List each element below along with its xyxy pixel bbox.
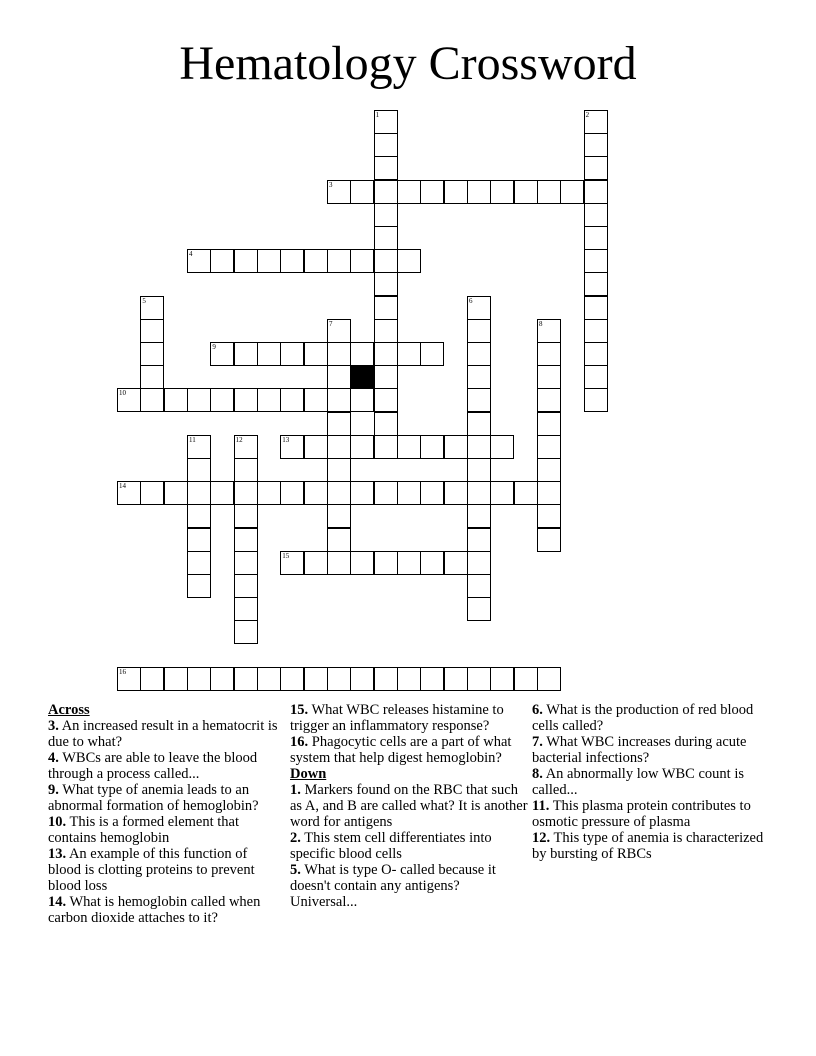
grid-cell[interactable]	[327, 342, 351, 366]
clue-number: 7	[328, 319, 333, 328]
grid-cell[interactable]	[234, 249, 258, 273]
clue-down-8[interactable]: 8. An abnormally low WBC count is called...	[532, 766, 744, 798]
clue-across-16[interactable]: 16. Phagocytic cells are a part of what system that help digest hemoglobin?	[290, 734, 512, 766]
grid-cell[interactable]	[280, 342, 304, 366]
grid-cell[interactable]	[187, 388, 211, 412]
grid-cell[interactable]	[164, 481, 188, 505]
grid-cell[interactable]	[280, 551, 304, 575]
grid-cell[interactable]	[187, 249, 211, 273]
grid-cell[interactable]	[537, 412, 561, 436]
clue-down-2[interactable]: 2. This stem cell differentiates into specific blood cells	[290, 830, 492, 862]
grid-cell[interactable]	[584, 365, 608, 389]
grid-cell[interactable]	[444, 180, 468, 204]
clue-number: 14	[119, 482, 126, 491]
grid-cell[interactable]	[467, 365, 491, 389]
grid-cell[interactable]	[210, 388, 234, 412]
grid-cell[interactable]	[467, 180, 491, 204]
grid-cell[interactable]	[467, 504, 491, 528]
grid-cell[interactable]	[467, 574, 491, 598]
grid-cell[interactable]	[327, 388, 351, 412]
grid-cell[interactable]	[514, 667, 538, 691]
grid-cell[interactable]	[584, 133, 608, 157]
grid-cell[interactable]	[490, 481, 514, 505]
grid-cell[interactable]	[397, 435, 421, 459]
grid-cell[interactable]	[280, 481, 304, 505]
grid-cell[interactable]	[304, 551, 328, 575]
grid-cell[interactable]	[327, 365, 351, 389]
clue-number: 8	[538, 319, 543, 328]
grid-cell[interactable]	[327, 481, 351, 505]
grid-cell[interactable]	[537, 667, 561, 691]
clue-down-12[interactable]: 12. This type of anemia is characterized by bursting of RBCs	[532, 830, 764, 862]
grid-cell[interactable]	[420, 481, 444, 505]
grid-cell[interactable]	[467, 458, 491, 482]
grid-cell[interactable]	[444, 667, 468, 691]
grid-cell[interactable]	[584, 203, 608, 227]
grid-cell[interactable]	[374, 481, 398, 505]
grid-cell[interactable]	[467, 296, 491, 320]
grid-cell[interactable]	[187, 481, 211, 505]
clue-number: 13	[282, 435, 290, 444]
grid-cell[interactable]	[397, 249, 421, 273]
grid-cell[interactable]	[234, 388, 258, 412]
grid-cell[interactable]	[397, 481, 421, 505]
clues-column-1	[48, 702, 283, 926]
grid-cell[interactable]	[490, 667, 514, 691]
grid-cell[interactable]	[397, 551, 421, 575]
page-title: Hematology Crossword	[179, 37, 637, 90]
grid-cell[interactable]	[584, 319, 608, 343]
grid-cell[interactable]	[234, 481, 258, 505]
grid-cell[interactable]	[280, 667, 304, 691]
clue-down-6[interactable]: 6. What is the production of red blood cells called?	[532, 702, 754, 734]
grid-cell[interactable]	[537, 388, 561, 412]
grid-cell[interactable]	[467, 528, 491, 552]
grid-cell[interactable]	[374, 110, 398, 134]
grid-cell[interactable]	[584, 272, 608, 296]
grid-cell[interactable]	[234, 620, 258, 644]
clue-across-4[interactable]: 4. WBCs are able to leave the blood through a process called...	[48, 750, 258, 782]
grid-cell[interactable]	[117, 667, 141, 691]
clues-column-2	[290, 702, 530, 910]
grid-cell[interactable]	[537, 458, 561, 482]
grid-cell[interactable]	[327, 458, 351, 482]
grid-cell[interactable]	[537, 180, 561, 204]
grid-cell[interactable]	[140, 296, 164, 320]
grid-cell[interactable]	[420, 435, 444, 459]
grid-cell[interactable]	[537, 435, 561, 459]
grid-cell[interactable]	[140, 481, 164, 505]
grid-cell[interactable]	[374, 435, 398, 459]
grid-cell[interactable]	[234, 667, 258, 691]
grid-cell[interactable]	[584, 226, 608, 250]
grid-cell[interactable]	[327, 412, 351, 436]
grid-cell[interactable]	[210, 342, 234, 366]
grid-cell[interactable]	[584, 180, 608, 204]
grid-cell[interactable]	[420, 180, 444, 204]
grid-cell[interactable]	[257, 667, 281, 691]
grid-cell[interactable]	[140, 365, 164, 389]
clue-number: 10	[119, 389, 126, 398]
grid-cell[interactable]	[537, 504, 561, 528]
grid-cell[interactable]	[164, 667, 188, 691]
grid-cell[interactable]	[327, 504, 351, 528]
grid-cell[interactable]	[374, 272, 398, 296]
grid-cell[interactable]	[350, 667, 374, 691]
grid-cell[interactable]	[467, 342, 491, 366]
grid-cell[interactable]	[374, 412, 398, 436]
grid-cell[interactable]	[467, 481, 491, 505]
grid-cell[interactable]	[257, 481, 281, 505]
grid-cell[interactable]	[444, 551, 468, 575]
grid-cell[interactable]	[350, 435, 374, 459]
grid-cell[interactable]	[280, 249, 304, 273]
clue-across-9[interactable]: 9. What type of anemia leads to an abnormal formation of hemoglobin?	[48, 782, 259, 814]
clue-across-3[interactable]: 3. An increased result in a hematocrit is due to what?	[48, 718, 278, 750]
grid-cell[interactable]	[304, 667, 328, 691]
grid-cell[interactable]	[327, 551, 351, 575]
grid-cell[interactable]	[584, 342, 608, 366]
grid-cell[interactable]	[210, 249, 234, 273]
grid-cell[interactable]	[234, 551, 258, 575]
grid-cell[interactable]	[397, 667, 421, 691]
grid-cell[interactable]	[327, 249, 351, 273]
grid-cell[interactable]	[374, 226, 398, 250]
clue-number: 16	[119, 667, 126, 676]
grid-cell[interactable]	[327, 435, 351, 459]
grid-cell[interactable]	[374, 342, 398, 366]
grid-cell[interactable]	[187, 435, 211, 459]
grid-cell[interactable]	[374, 249, 398, 273]
grid-cell[interactable]	[560, 180, 584, 204]
grid-cell[interactable]	[374, 551, 398, 575]
grid-cell[interactable]	[140, 319, 164, 343]
grid-cell[interactable]	[304, 435, 328, 459]
grid-cell[interactable]	[420, 342, 444, 366]
clue-across-10[interactable]: 10. This is a formed element that contains hemoglobin	[48, 814, 240, 846]
grid-cell[interactable]	[234, 528, 258, 552]
grid-cell[interactable]	[210, 667, 234, 691]
grid-cell[interactable]	[467, 551, 491, 575]
clue-across-13[interactable]: 13. An example of this function of blood is clotting proteins to prevent blood loss	[48, 846, 255, 894]
clue-across-14[interactable]: 14. What is hemoglobin called when carbon dioxide attaches to it?	[48, 894, 261, 926]
grid-cell[interactable]	[210, 481, 234, 505]
clue-down-11[interactable]: 11. This plasma protein contributes to osmotic pressure of plasma	[532, 798, 751, 830]
grid-cell[interactable]	[187, 528, 211, 552]
grid-cell[interactable]	[537, 319, 561, 343]
grid-cell[interactable]	[490, 435, 514, 459]
clue-number: 11	[188, 435, 196, 444]
grid-cell[interactable]	[304, 249, 328, 273]
grid-cell[interactable]	[467, 319, 491, 343]
grid-cell[interactable]	[327, 180, 351, 204]
clue-down-1[interactable]: 1. Markers found on the RBC that such as A, and B are called what? It is another word for antigens	[290, 782, 528, 830]
grid-cell[interactable]	[397, 342, 421, 366]
grid-cell[interactable]	[257, 342, 281, 366]
clue-number: 3	[328, 180, 333, 189]
clue-number: 1	[375, 111, 380, 119]
grid-cell[interactable]	[187, 667, 211, 691]
clue-number: 15	[282, 551, 290, 560]
clue-number: 4	[188, 250, 193, 259]
grid-cell[interactable]	[374, 388, 398, 412]
grid-cell[interactable]	[467, 388, 491, 412]
grid-cell[interactable]	[374, 667, 398, 691]
grid-cell[interactable]	[350, 481, 374, 505]
clue-number: 6	[468, 296, 473, 305]
down-heading: Down	[290, 766, 327, 782]
grid-cell[interactable]	[234, 435, 258, 459]
grid-cell[interactable]	[374, 365, 398, 389]
grid-cell[interactable]	[187, 551, 211, 575]
grid-cell[interactable]	[140, 388, 164, 412]
grid-cell[interactable]	[537, 481, 561, 505]
grid-cell[interactable]	[537, 528, 561, 552]
grid-cell[interactable]	[374, 133, 398, 157]
clues-column-3	[532, 702, 772, 862]
clue-number: 12	[235, 435, 243, 444]
grid-cell[interactable]	[234, 458, 258, 482]
grid-cell[interactable]	[467, 435, 491, 459]
grid-cell[interactable]	[374, 296, 398, 320]
grid-cell[interactable]	[584, 388, 608, 412]
grid-cell[interactable]	[374, 203, 398, 227]
grid-cell[interactable]	[584, 110, 608, 134]
grid-cell[interactable]	[374, 180, 398, 204]
clue-number: 2	[585, 111, 590, 119]
grid-cell[interactable]	[327, 528, 351, 552]
grid-cell[interactable]	[584, 249, 608, 273]
grid-cell[interactable]	[537, 365, 561, 389]
grid-cell[interactable]	[257, 249, 281, 273]
grid-cell[interactable]	[514, 180, 538, 204]
grid-cell[interactable]	[117, 481, 141, 505]
grid-cell[interactable]	[234, 504, 258, 528]
grid-cell[interactable]	[164, 388, 188, 412]
clue-across-15[interactable]: 15. What WBC releases histamine to trigger an inflammatory response?	[290, 702, 504, 734]
grid-cell[interactable]	[490, 180, 514, 204]
grid-block	[350, 365, 374, 389]
grid-cell[interactable]	[140, 667, 164, 691]
grid-cell[interactable]	[187, 574, 211, 598]
grid-cell[interactable]	[420, 667, 444, 691]
grid-cell[interactable]	[117, 388, 141, 412]
grid-cell[interactable]	[350, 551, 374, 575]
grid-cell[interactable]	[397, 180, 421, 204]
clue-down-5[interactable]: 5. What is type O- called because it doesn't contain any antigens? Universal...	[290, 862, 496, 910]
clue-number: 5	[142, 296, 146, 305]
grid-cell[interactable]	[327, 667, 351, 691]
grid-cell[interactable]	[327, 319, 351, 343]
grid-cell[interactable]	[350, 249, 374, 273]
grid-cell[interactable]	[374, 156, 398, 180]
grid-cell[interactable]	[234, 342, 258, 366]
grid-cell[interactable]	[467, 412, 491, 436]
grid-cell[interactable]	[280, 388, 304, 412]
grid-cell[interactable]	[350, 388, 374, 412]
grid-cell[interactable]	[140, 342, 164, 366]
grid-cell[interactable]	[537, 342, 561, 366]
grid-cell[interactable]	[514, 481, 538, 505]
grid-cell[interactable]	[467, 597, 491, 621]
grid-cell[interactable]	[234, 574, 258, 598]
grid-cell[interactable]	[304, 388, 328, 412]
grid-cell[interactable]	[304, 342, 328, 366]
grid-cell[interactable]	[584, 156, 608, 180]
grid-cell[interactable]	[420, 551, 444, 575]
grid-cell[interactable]	[187, 504, 211, 528]
grid-cell[interactable]	[304, 481, 328, 505]
clue-down-7[interactable]: 7. What WBC increases during acute bacterial infections?	[532, 734, 747, 766]
grid-cell[interactable]	[257, 388, 281, 412]
grid-cell[interactable]	[444, 435, 468, 459]
grid-cell[interactable]	[280, 435, 304, 459]
grid-cell[interactable]	[444, 481, 468, 505]
grid-cell[interactable]	[350, 180, 374, 204]
grid-cell[interactable]	[187, 458, 211, 482]
grid-cell[interactable]	[584, 296, 608, 320]
across-heading: Across	[48, 702, 90, 718]
grid-cell[interactable]	[467, 667, 491, 691]
grid-cell[interactable]	[234, 597, 258, 621]
grid-cell[interactable]	[374, 319, 398, 343]
clue-number: 9	[212, 343, 216, 351]
grid-cell[interactable]	[350, 342, 374, 366]
